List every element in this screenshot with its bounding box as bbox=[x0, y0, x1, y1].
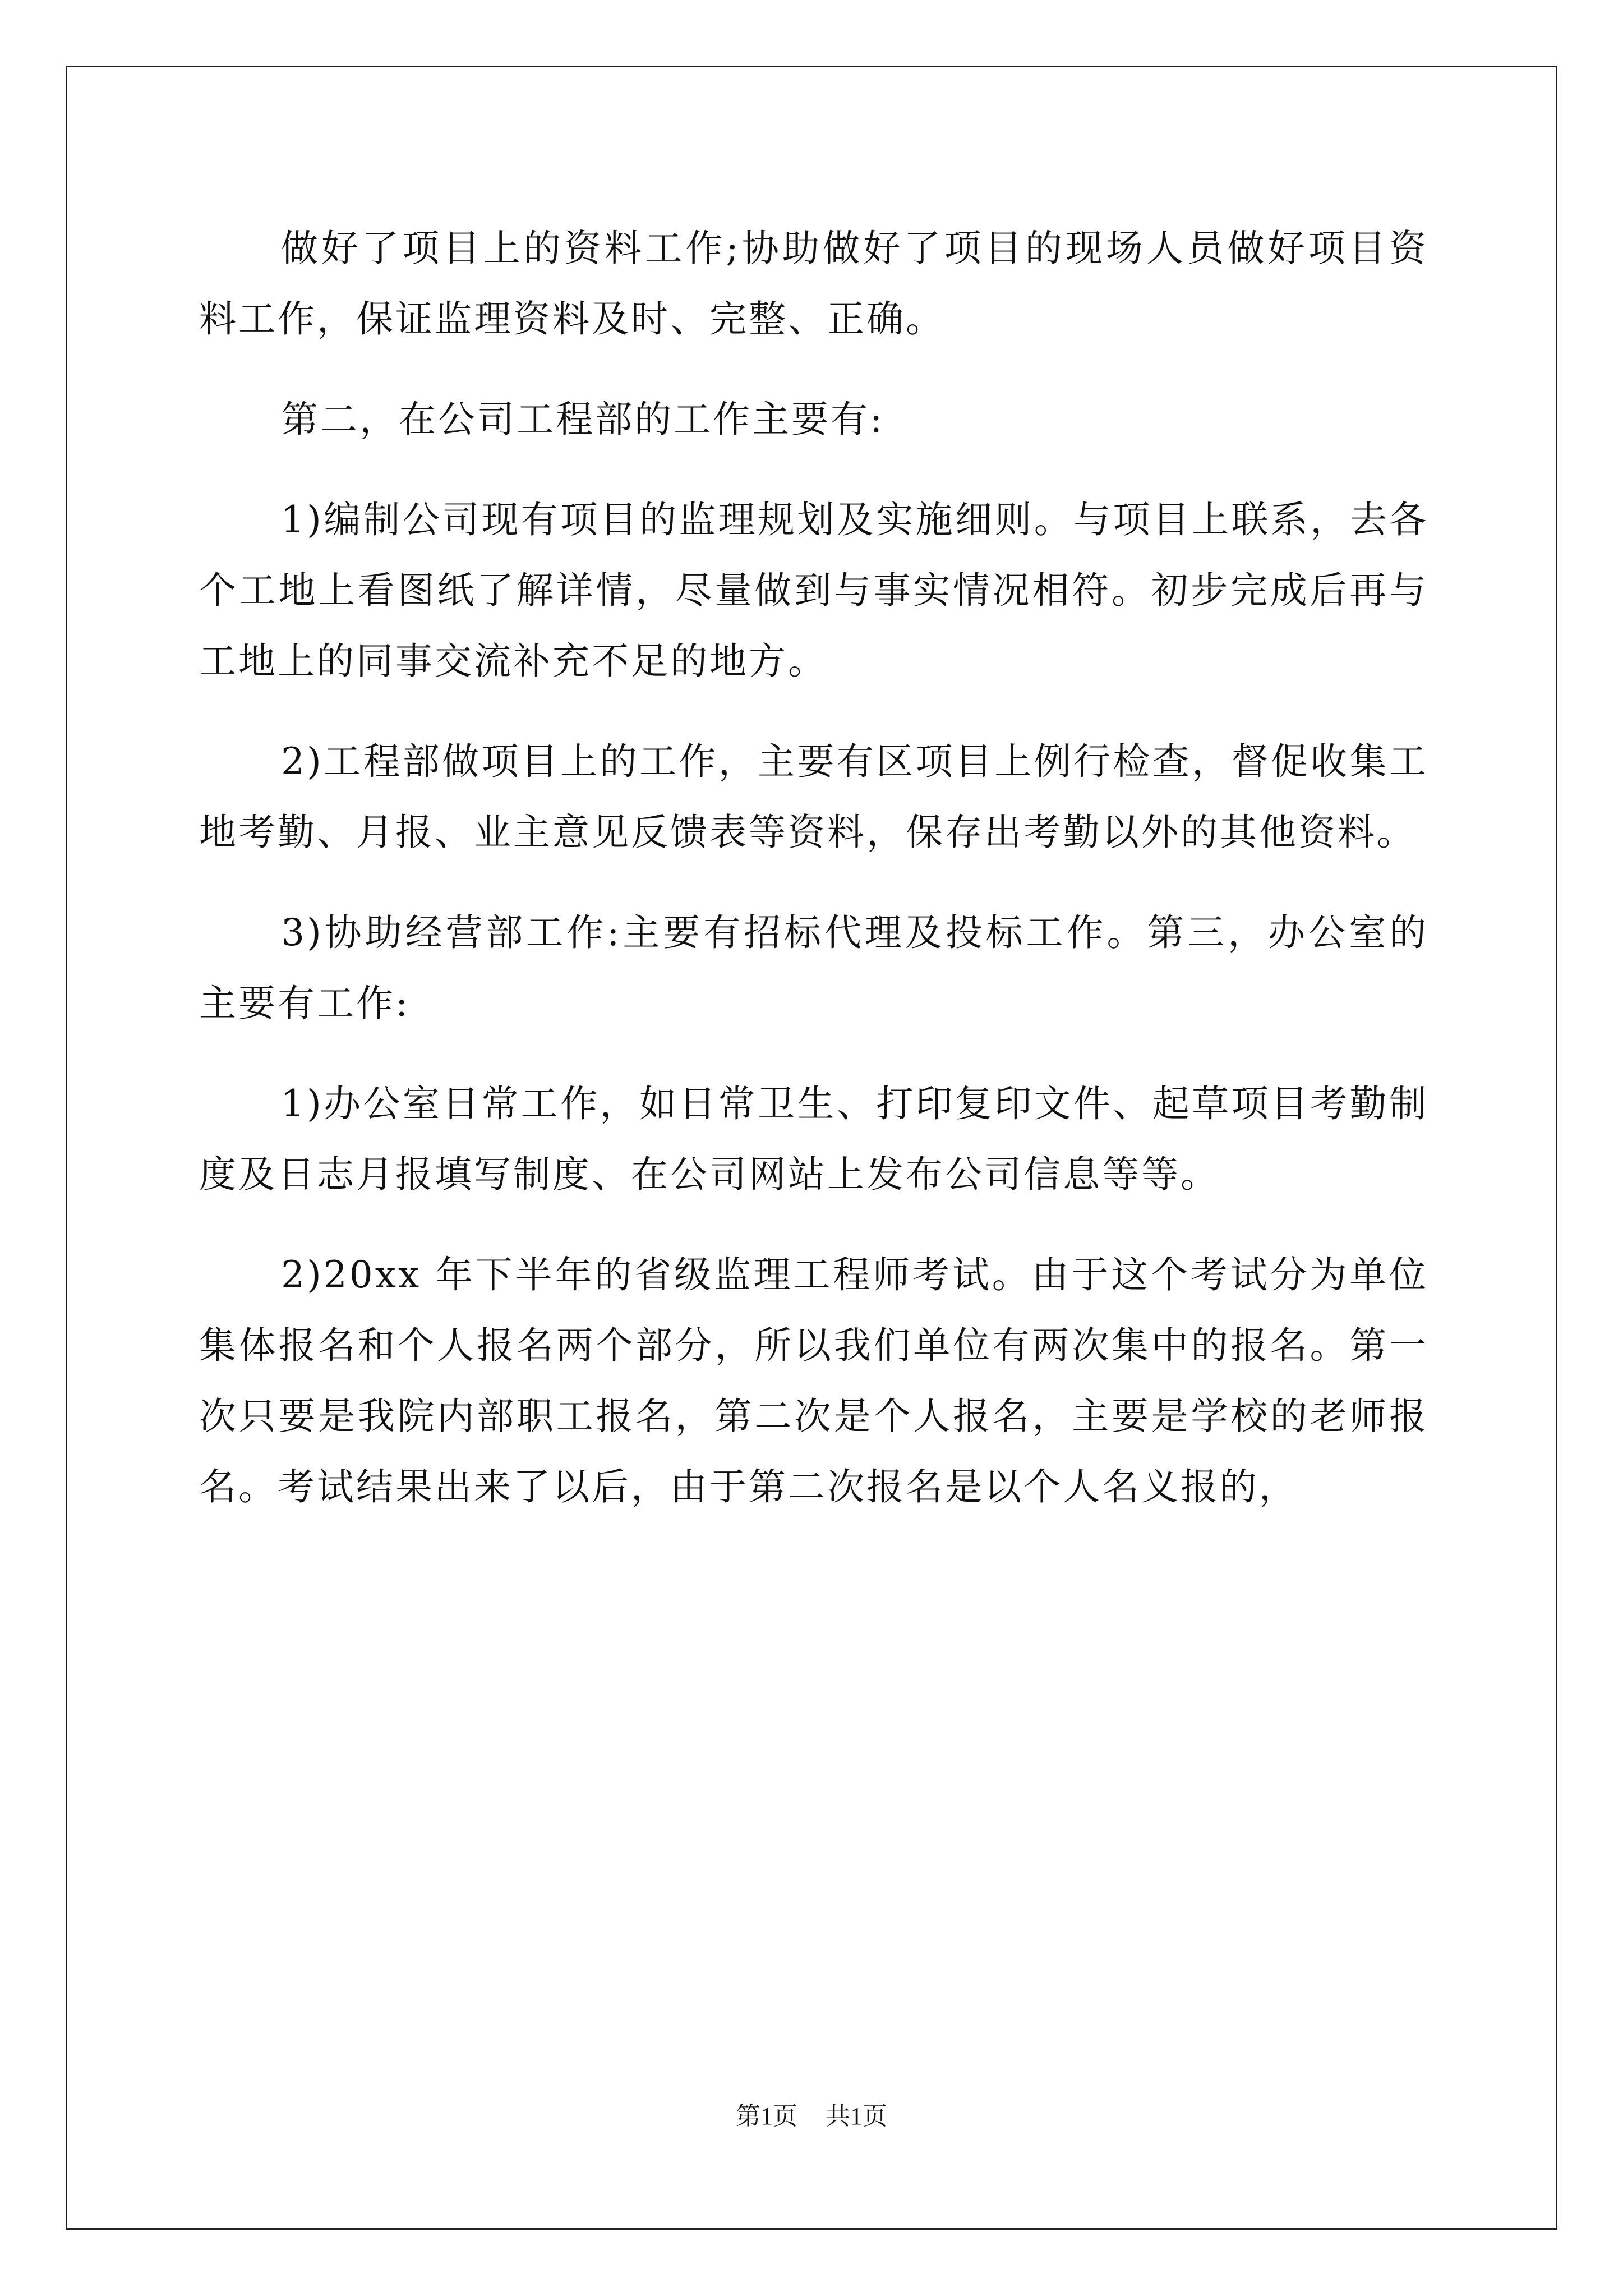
paragraph: 2)20xx 年下半年的省级监理工程师考试。由于这个考试分为单位集体报名和个人报名两个部分，所以我们单位有两次集中的报名。第一次只要是我院内部职工报名，第二次是个人报名，主要是学校的老师报名。考试结果出来了以后，由于第二次报名是以个人名义报的， bbox=[199, 1253, 1428, 1508]
page-footer bbox=[0, 2101, 1623, 2132]
paragraph: 2)工程部做项目上的工作，主要有区项目上例行检查，督促收集工地考勤、月报、业主意见反馈表等资料，保存出考勤以外的其他资料。 bbox=[199, 740, 1428, 854]
document-body bbox=[199, 213, 1428, 1552]
paragraph: 1)办公室日常工作，如日常卫生、打印复印文件、起草项目考勤制度及日志月报填写制度、在公司网站上发布公司信息等等。 bbox=[199, 1082, 1428, 1196]
paragraph: 做好了项目上的资料工作;协助做好了项目的现场人员做好项目资料工作，保证监理资料及时、完整、正确。 bbox=[199, 227, 1428, 341]
paragraph: 第二，在公司工程部的工作主要有: bbox=[281, 398, 885, 441]
paragraph: 3)协助经营部工作:主要有招标代理及投标工作。第三，办公室的主要有工作: bbox=[199, 911, 1428, 1025]
paragraph: 1)编制公司现有项目的监理规划及实施细则。与项目上联系，去各个工地上看图纸了解详情，尽量做到与事实情况相符。初步完成后再与工地上的同事交流补充不足的地方。 bbox=[199, 498, 1428, 683]
page-total: 共1页 bbox=[826, 2102, 887, 2130]
page-number: 第1页 bbox=[736, 2102, 797, 2130]
